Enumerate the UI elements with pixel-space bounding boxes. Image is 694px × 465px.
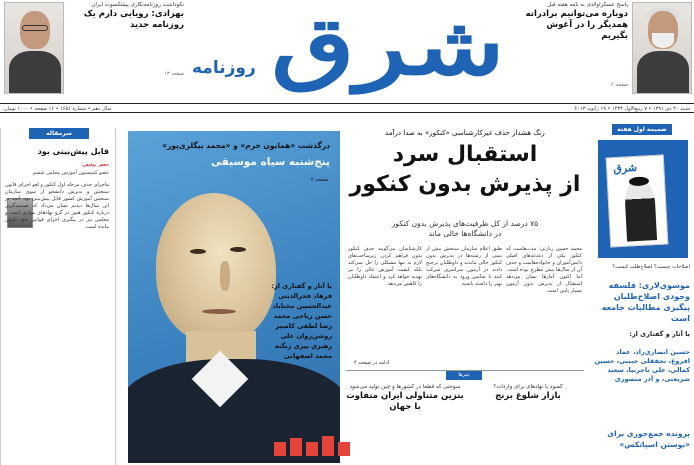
editorial-column: [0, 128, 116, 465]
section-label-supplement: ضمیمه اول هفته: [612, 124, 672, 135]
issue-info: سال دهم • شماره ۱۶۵۱ • ۱۶ صفحه • ۱۰۰۰ تومان: [4, 106, 112, 112]
brief-a-hint: کمبود یا نهادهای برای واردات؟: [493, 384, 563, 390]
editorial-body: ماجرای حذف مرحله اول کنکور و لغو اجرای قانون سنجش و پذیرش دانشجو از سوی سازمان سنجش آموزش کشور قابل پیش‌بینی بود. آنچه در این سال‌ها دیدیم نشان می‌داد که تصمیم‌گیری درباره کنکور هنوز در گرو نهادهای موازی است و مجلس نیز در پیگیری اجرای قوانین خود ناتوان مانده است.: [5, 182, 109, 230]
section-label-editorial: سرمقاله: [29, 128, 89, 139]
supplement-cover[interactable]: [598, 140, 688, 258]
feature-credits: با آثار و گفتاری از: فرهاد فخرالدینی عبدالحسین مختاباد حسن ریاحی محمد رضا لطفی کامبیز روشن‌روان علی رهبری پیری زنگنه محمد اصفهانی: [271, 282, 332, 360]
date-text: شنبه ۳۰ دی ۱۳۹۱ • ۷ ربیع‌الاول ۱۴۳۴ • ۱۹ ژانویه ۲۰۱۳: [574, 106, 690, 112]
feature-kicker: درگذشت «همایون خرم» و «محمد بیگلری‌پور»: [162, 141, 330, 150]
brief-b-headline: بنزین متناولی ایران متفاوت با جهان: [346, 391, 464, 412]
supplement-headline[interactable]: موسوی‌لاری: فلسفه وجودی اصلاح‌طلبان پیگیری مطالبات جامعه است: [601, 281, 690, 323]
red-watermark-logo: [274, 434, 354, 462]
teaser-right-headline: دوباره می‌توانیم برادرانه همدیگر را در آغوش بگیریم: [525, 9, 628, 41]
main-headline-line1[interactable]: استقبال سرد: [392, 142, 538, 167]
main-subhead-line2: در دانشگاه‌ها خالی ماند: [428, 229, 502, 238]
brief-a-headline: بازار شلوغ برنج: [495, 391, 561, 401]
logo-word: شرق: [271, 0, 505, 93]
dossier-teaser[interactable]: [590, 426, 694, 465]
photo-elder-man: [632, 2, 692, 94]
brief-b-hint: سوختی که قطعا در کشورها و چین تولید می‌شود: [349, 384, 461, 390]
teaser-left-page: صفحه ۱۳: [164, 71, 184, 77]
main-body-col-3: کارشناسان می‌گویند حذف کنکور بدون فراهم کردن زیرساخت‌های لازم نه تنها مشکلی را حل نمی‌کند بلکه کیفیت آموزش عالی را نیز تهدید خواهد کرد و اعتماد داوطلبان را کاهش می‌دهد.: [348, 246, 422, 287]
feature-headline[interactable]: پنج‌شنبه سیاه موسیقی: [210, 156, 330, 168]
supplement-column: [590, 124, 694, 465]
editorial-author: جعفر توفیقی: [82, 162, 109, 168]
feature-page-ref: صفحه ۲: [311, 177, 328, 183]
masthead: [0, 0, 694, 110]
logo-subtitle: روزنامه: [192, 58, 256, 78]
section-label-headlines: تیترها: [446, 371, 482, 380]
editorial-headline[interactable]: قابل پیش‌بینی بود: [37, 147, 109, 156]
main-body-col-2: طبق اعلام سازمان سنجش بیش از نیمی از رشته‌ها در پذیرش بدون کنکور خالی ماندند و داوطلبان ترجیح دادند در آزمون سراسری شرکت کنند تا شانس ورود به دانشگاه‌های بهتر را داشته باشند.: [426, 246, 502, 287]
portrait-face: [156, 193, 276, 343]
main-subhead-line1: ۷۵ درصد از کل ظرفیت‌های پذیرش بدون کنکور: [391, 219, 539, 228]
main-kicker: زنگ هشدار حذف غیرکارشناسی «کنکور» به صدا درآمد: [385, 129, 545, 137]
supplement-question: اصلاحات چیست؟ اصلاح‌طلب کیست؟: [612, 264, 690, 270]
main-headline-line2[interactable]: از پذیرش بدون کنکور: [349, 172, 581, 197]
bottom-briefs: [346, 370, 584, 465]
photo-glasses-man: [4, 2, 64, 94]
editorial-author-role: عضو کمیسیون آموزش مجلس ششم: [32, 170, 109, 176]
main-continued-link[interactable]: ادامه در صفحه ۴: [354, 360, 390, 366]
dossier-headline: پرونده جمع‌جوری برای «بوستن اسپاتکس»: [607, 429, 690, 449]
supplement-logo: شرق: [612, 160, 638, 176]
teaser-left-kicker: نکوداشت روزنامه‌نگاری پیشکسوت ایران: [91, 2, 184, 8]
teaser-right-page: صفحه ۲: [611, 82, 628, 88]
teaser-right-kicker: پاسخ عسگراولادی به نامه هفته قبل: [547, 2, 628, 8]
supplement-list-label: با آثار و گفتاری از:: [629, 330, 690, 338]
dateline: [0, 103, 694, 113]
supplement-contributors: حسین انصاری‌راد، عماد افروغ، نجفقلی حبیبی، حسین کمالی، علی تاجرنیا، سعید شریعتی، و آذر منصوری: [594, 348, 690, 383]
teaser-left-headline: بهزادی: رویایی دارم یک روزنامه جدید: [83, 9, 184, 30]
main-story: [346, 128, 584, 368]
brief-gasoline[interactable]: [346, 383, 464, 463]
feature-illustration[interactable]: [128, 131, 340, 463]
teaser-right[interactable]: [518, 2, 694, 94]
cleric-figure: [624, 180, 657, 241]
brief-rice-market[interactable]: [472, 383, 584, 463]
main-body-col-1: محمد حسین زیارتی: مدت‌هاست که کنکور یکی از دغدغه‌های اصلی دانش‌آموزان و خانواده‌هاست و حذف آن از سال‌ها پیش مطرح بوده است. اما اکنون آمارها نشان می‌دهد استقبال از پذیرش بدون آزمون بسیار پایین است.: [506, 246, 582, 294]
newspaper-logo[interactable]: [190, 0, 505, 100]
